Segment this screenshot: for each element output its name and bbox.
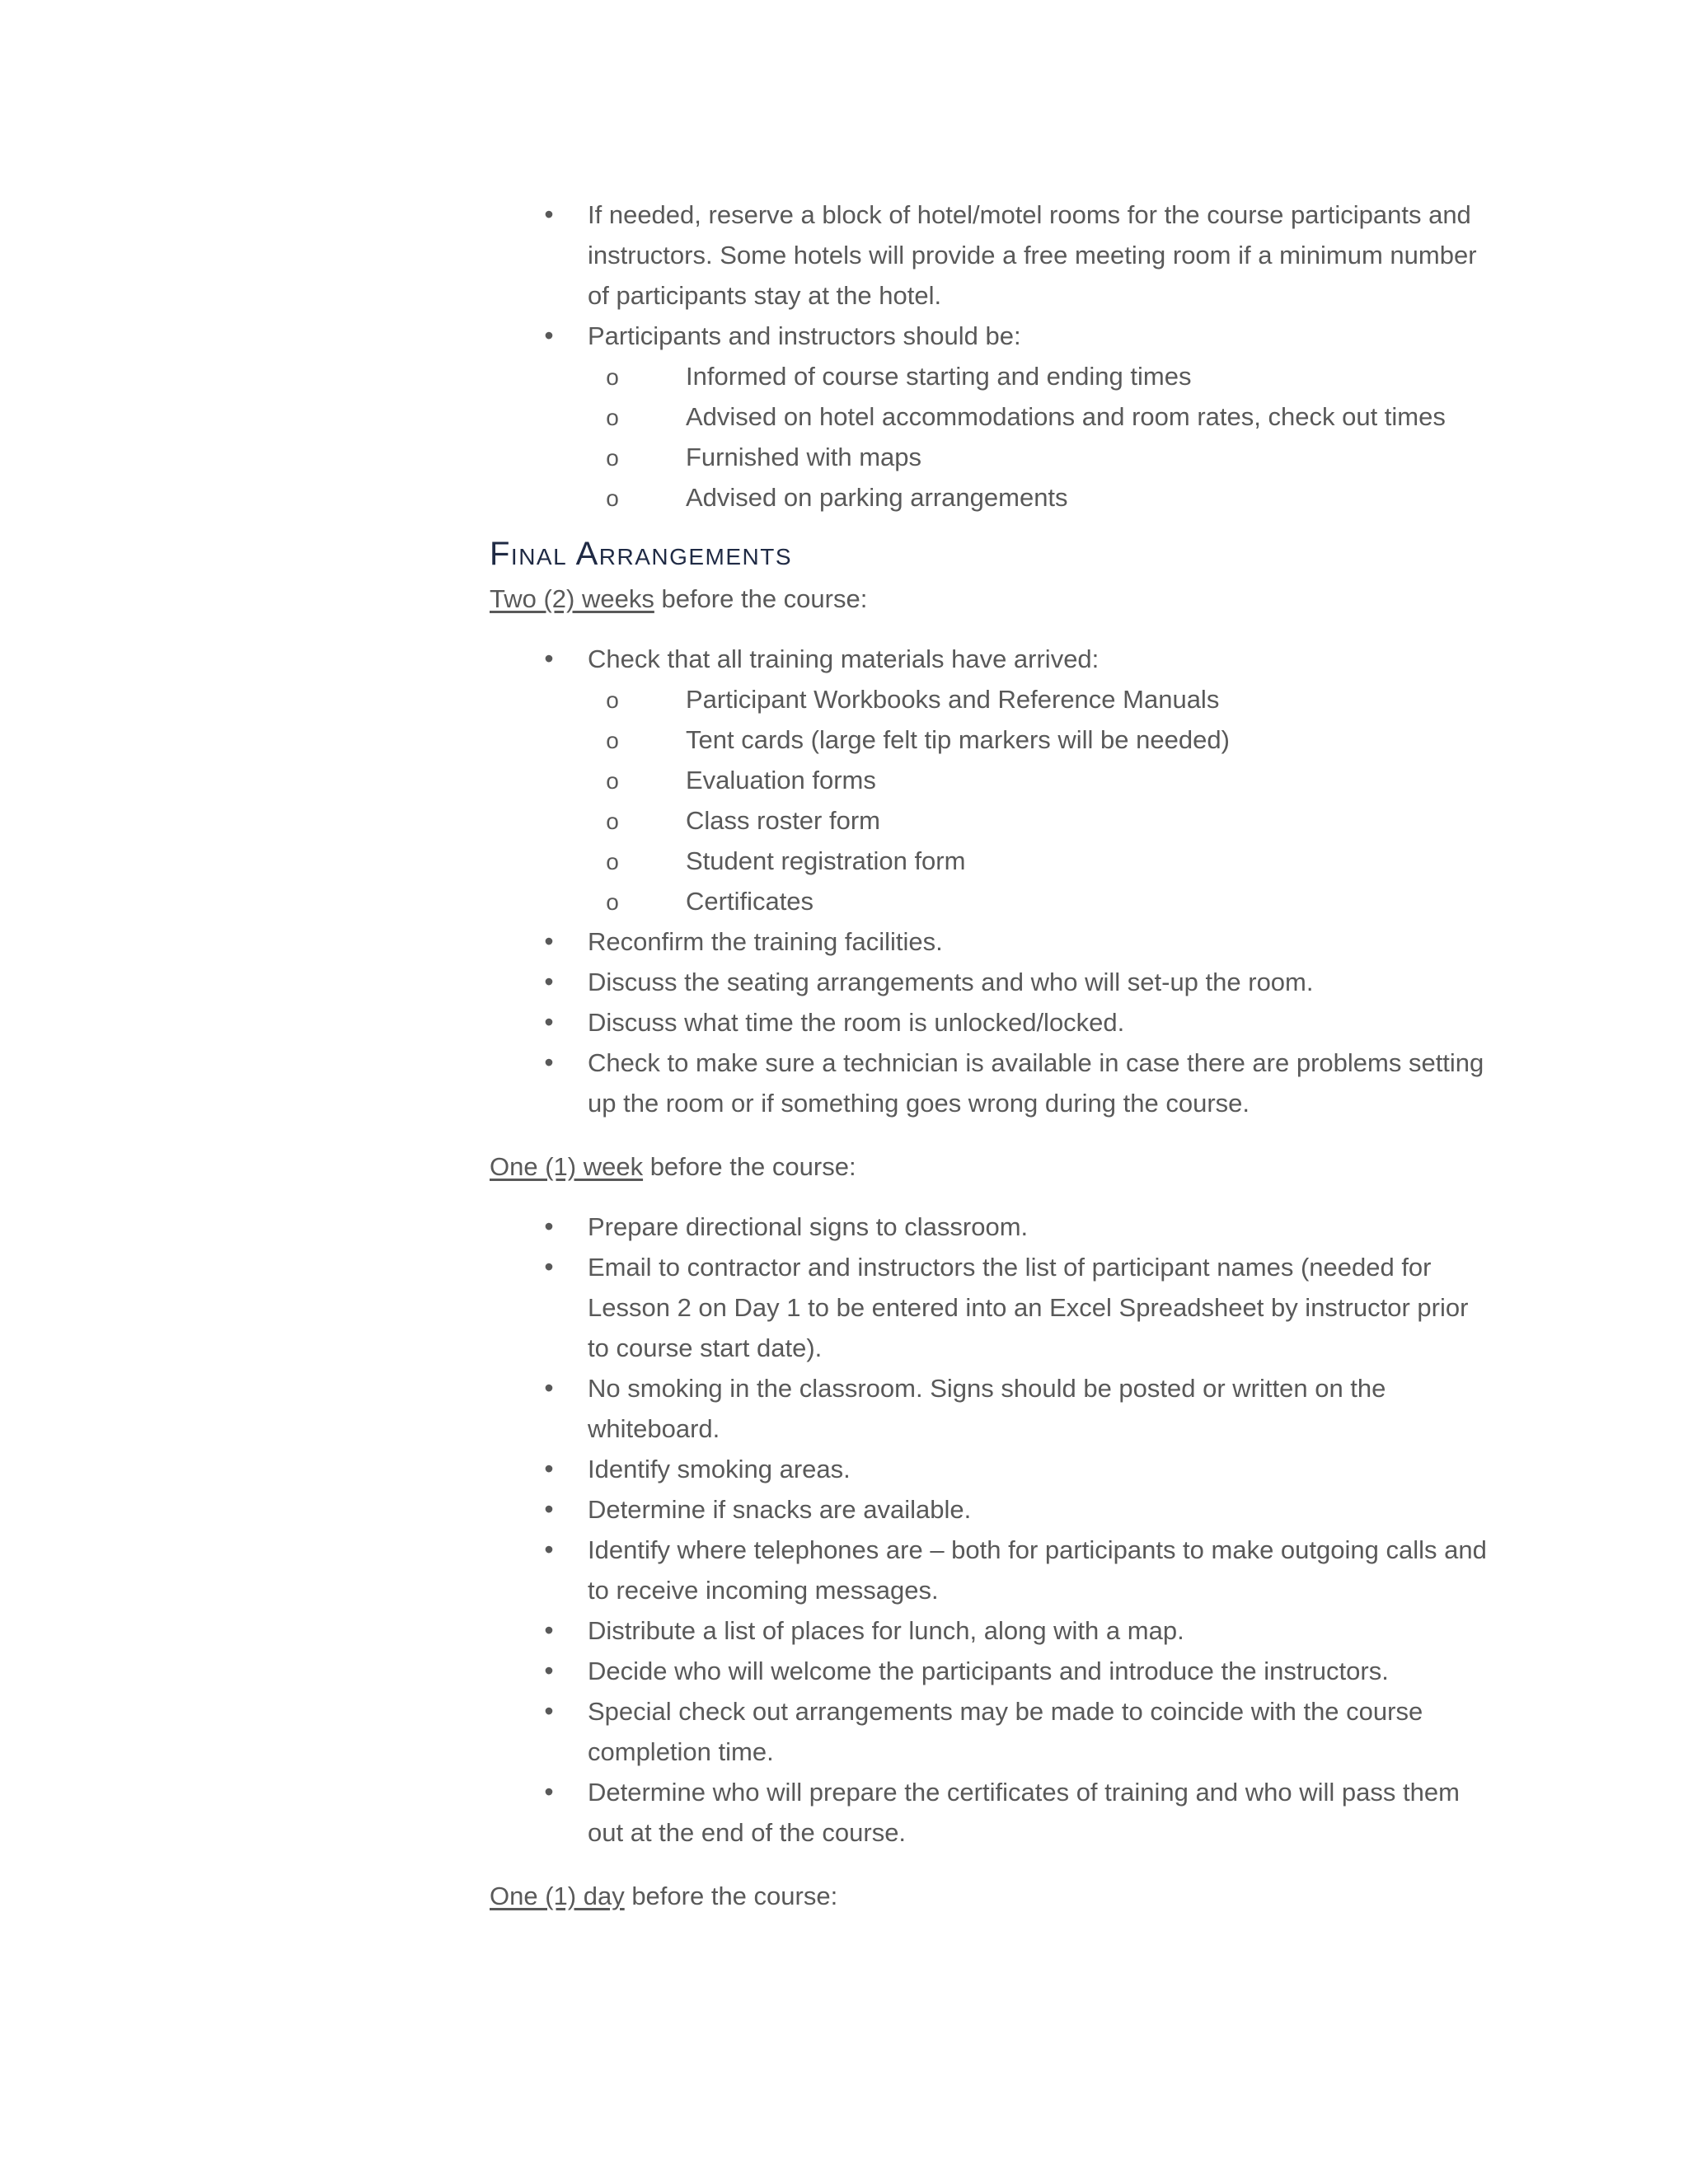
sublist-item-text: Informed of course starting and ending times [686,362,1192,391]
bullet-icon [541,1207,557,1247]
list-item [490,1691,1487,1772]
one-week-rest: before the course: [643,1152,856,1181]
list-item [490,1449,1487,1489]
list-item-text: Participants and instructors should be: [588,321,1021,350]
bullet-icon [541,962,557,1002]
list-item-text: Discuss what time the room is unlocked/locked. [588,1008,1125,1037]
sublist-item-text: Advised on parking arrangements [686,483,1068,512]
sublist-item-text: Class roster form [686,806,880,835]
circle-bullet-icon [588,800,637,841]
sublist-item [588,356,1487,396]
list-item [490,639,1487,921]
two-weeks-label: Two (2) weeks [490,584,654,613]
list-item [490,962,1487,1002]
section-heading: Final Arrangements [490,536,793,572]
circle-bullet-icon [588,841,637,882]
list-item-text: No smoking in the classroom. Signs should be posted or written on the whiteboard. [588,1374,1386,1443]
bullet-icon [541,639,557,679]
list-item [490,1651,1487,1691]
list-item [490,921,1487,962]
list-item-text: Reconfirm the training facilities. [588,927,943,956]
circle-bullet-icon [588,881,637,922]
sublist-item-text: Evaluation forms [686,766,876,794]
two-weeks-list [490,639,1487,1123]
sublist-item [588,881,1487,921]
sublist-item-text: Furnished with maps [686,443,922,471]
spacer [490,619,1487,639]
intro-list [490,194,1487,518]
circle-bullet-icon [588,679,637,720]
circle-bullet-icon [588,396,637,438]
bullet-icon [541,1610,557,1651]
bullet-icon [541,1043,557,1083]
list-item-text: Identify smoking areas. [588,1455,851,1483]
sublist-item [588,800,1487,841]
materials-sublist [588,679,1487,921]
bullet-icon [541,194,557,235]
sublist-item [588,841,1487,881]
bullet-icon [541,1651,557,1691]
two-weeks-lead [490,579,1487,619]
bullet-icon [541,1772,557,1812]
bullet-icon [541,1489,557,1530]
one-day-lead [490,1876,1487,1916]
list-item-text: Discuss the seating arrangements and who will set-up the room. [588,968,1314,996]
sublist-item-text: Tent cards (large felt tip markers will be needed) [686,725,1230,754]
one-week-lead [490,1146,1487,1187]
spacer [490,1187,1487,1207]
list-item [490,1610,1487,1651]
one-day-label: One (1) day [490,1882,625,1910]
sublist-item [588,396,1487,437]
sublist-item-text: Advised on hotel accommodations and room rates, check out times [686,402,1446,431]
list-item-text: Check that all training materials have arrived: [588,644,1100,673]
circle-bullet-icon [588,760,637,801]
circle-bullet-icon [588,477,637,518]
list-item [490,194,1487,316]
circle-bullet-icon [588,719,637,761]
list-item [490,1530,1487,1610]
sublist-item-text: Participant Workbooks and Reference Manuals [686,685,1220,714]
list-item [490,1489,1487,1530]
list-item [490,1247,1487,1368]
spacer [490,1853,1487,1876]
list-item-text: Determine who will prepare the certificates of training and who will pass them out at the end of the course. [588,1778,1460,1847]
list-item [490,1368,1487,1449]
sublist-item [588,760,1487,800]
one-day-rest: before the course: [624,1882,838,1910]
sublist-item-text: Certificates [686,887,814,916]
list-item-text: Email to contractor and instructors the list of participant names (needed for Lesson 2 on Day 1 to be entered into an Excel Spreadsheet by instructor prior to course start date). [588,1253,1469,1362]
bullet-icon [541,1368,557,1408]
bullet-icon [541,316,557,356]
list-item [490,1043,1487,1123]
sublist-item [588,679,1487,719]
intro-sublist [588,356,1487,518]
bullet-icon [541,1691,557,1732]
spacer [490,1123,1487,1146]
list-item-text: Distribute a list of places for lunch, along with a map. [588,1616,1184,1645]
list-item-text: Special check out arrangements may be made to coincide with the course completion time. [588,1697,1423,1766]
document-body [490,194,1487,1916]
list-item-text: Prepare directional signs to classroom. [588,1212,1029,1241]
circle-bullet-icon [588,437,637,478]
list-item [490,1002,1487,1043]
two-weeks-rest: before the course: [654,584,868,613]
list-item-text: If needed, reserve a block of hotel/motel rooms for the course participants and instructors. Some hotels will provide a free meeting room if a minimum number of participants stay at the hotel. [588,200,1477,310]
bullet-icon [541,1002,557,1043]
bullet-icon [541,1449,557,1489]
sublist-item [588,719,1487,760]
one-week-list [490,1207,1487,1853]
circle-bullet-icon [588,356,637,397]
bullet-icon [541,1530,557,1570]
list-item [490,1207,1487,1247]
bullet-icon [541,1247,557,1287]
list-item-text: Check to make sure a technician is available in case there are problems setting up the room or if something goes wrong during the course. [588,1048,1484,1118]
one-week-label: One (1) week [490,1152,644,1181]
bullet-icon [541,921,557,962]
list-item [490,1772,1487,1853]
list-item-text: Decide who will welcome the participants and introduce the instructors. [588,1657,1389,1685]
sublist-item [588,477,1487,518]
sublist-item-text: Student registration form [686,846,966,875]
list-item-text: Identify where telephones are – both for participants to make outgoing calls and to receive incoming messages. [588,1535,1487,1605]
sublist-item [588,437,1487,477]
list-item [490,316,1487,518]
list-item-text: Determine if snacks are available. [588,1495,972,1524]
